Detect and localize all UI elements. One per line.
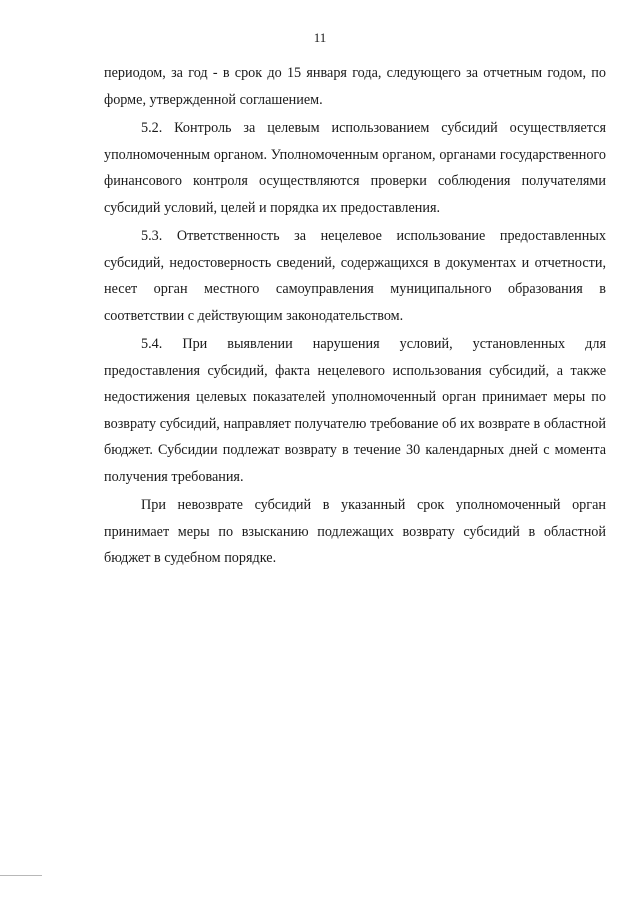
document-body [104, 60, 606, 572]
paragraph-continuation: периодом, за год - в срок до 15 января года, следующего за отчетным годом, по форме, утвержденной соглашением. [104, 65, 606, 108]
paragraph-non-return: При невозврате субсидий в указанный срок уполномоченный орган принимает меры по взысканию подлежащих возврату субсидий в областной бюджет в судебном порядке. [104, 497, 606, 566]
scan-edge-mark [0, 875, 42, 876]
paragraph-5-3: 5.3. Ответственность за нецелевое использование предоставленных субсидий, недостоверность сведений, содержащихся в документах и отчетности, несет орган местного самоуправления муниципального образования в соответствии с действующим законодательством. [104, 228, 606, 324]
paragraph-5-4: 5.4. При выявлении нарушения условий, установленных для предоставления субсидий, факта нецелевого использования субсидий, а также недостижения целевых показателей уполномоченный орган принимает меры по возврату субсидий, направляет получателю требование об их возврате в областной бюджет. Субсидии подлежат возврату в течение 30 календарных дней с момента получения требования. [104, 336, 606, 485]
page-number: 11 [313, 30, 327, 45]
paragraph-5-2: 5.2. Контроль за целевым использованием субсидий осуществляется уполномоченным органом. Уполномоченным органом, органами государственного финансового контроля осуществляются проверки соблюдения получателями субсидий условий, целей и порядка их предоставления. [104, 120, 606, 216]
